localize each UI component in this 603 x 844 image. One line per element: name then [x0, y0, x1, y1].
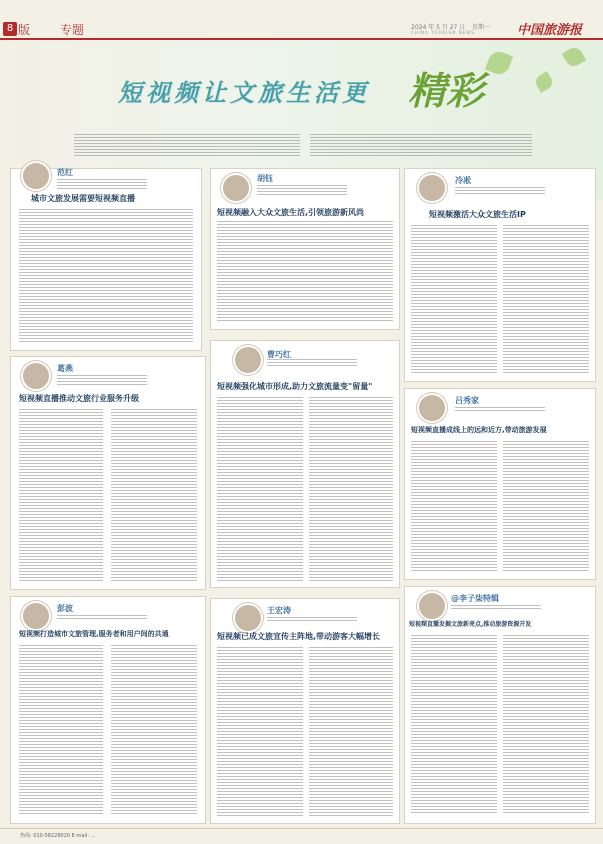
article-body: [19, 645, 103, 815]
footer-contact: 热线: 010-58228020 E-mail: ...: [20, 833, 96, 839]
issue-weekday: 星期一: [472, 24, 491, 31]
article-body: [309, 647, 393, 817]
article-body: [411, 635, 497, 815]
article-body: [217, 647, 303, 817]
author-bio: [257, 185, 347, 195]
article-card: [404, 388, 596, 580]
article-card: [210, 168, 400, 330]
author-name: 彭波: [57, 604, 73, 613]
section-topic: 专题: [60, 23, 85, 37]
lede-left: [74, 134, 300, 158]
author-photo: [417, 393, 447, 423]
article-title: 短视频直播发掘文旅新亮点,推动旅游资源开发: [409, 621, 532, 628]
leaf-decoration: [562, 45, 587, 70]
footer-rule: [0, 828, 603, 829]
author-photo: [233, 603, 263, 633]
article-card: [210, 340, 400, 588]
article-title: 城市文旅发展需要短视频直播: [31, 194, 135, 203]
article-title: 短视频打造城市文旅管理,服务者和用户间的共通: [19, 630, 169, 638]
author-bio: [455, 187, 545, 195]
author-photo: [21, 161, 51, 191]
article-body: [217, 397, 303, 581]
section-label: 版: [18, 23, 31, 37]
article-body: [217, 221, 393, 323]
author-photo: [417, 591, 447, 621]
article-title: 短视频强化城市形成,助力文旅流量变"留量": [217, 382, 373, 391]
author-photo: [417, 173, 447, 203]
english-name: CHINA TOURISM NEWS: [411, 30, 475, 35]
page-header: [0, 0, 603, 40]
article-body: [111, 409, 197, 583]
lede-right: [310, 134, 532, 158]
article-body: [19, 409, 103, 583]
author-photo: [21, 361, 51, 391]
page-headline-emphasis: 精彩: [408, 69, 485, 113]
masthead-logo: 中国旅游报: [517, 23, 583, 38]
issue-date: 2024 年 5 月 27 日: [411, 24, 466, 31]
page-headline: 短视频让文旅生活更: [118, 79, 370, 107]
article-body: [411, 225, 497, 375]
article-title: 短视频激活大众文旅生活IP: [429, 210, 526, 219]
section-number: 8: [3, 22, 17, 36]
article-card: [10, 168, 202, 351]
author-bio: [267, 617, 357, 623]
article-body: [309, 397, 393, 581]
author-bio: [57, 375, 147, 385]
leaf-decoration: [485, 49, 513, 77]
article-card: [10, 596, 206, 824]
article-card: [210, 598, 400, 824]
author-bio: [267, 359, 357, 367]
article-body: [503, 635, 589, 815]
author-name: 胡钰: [257, 174, 273, 183]
article-title: 短视频直播成线上的远和近方,带动旅游发展: [411, 426, 547, 434]
author-name: 范红: [57, 168, 73, 177]
article-card: [10, 356, 206, 590]
author-name: 王宏涛: [267, 606, 291, 615]
article-card: [404, 586, 596, 824]
author-bio: [57, 615, 147, 621]
article-body: [111, 645, 197, 815]
author-photo: [221, 173, 251, 203]
article-body: [19, 209, 193, 343]
author-bio: [455, 407, 545, 413]
article-card: [404, 168, 596, 382]
article-body: [503, 441, 589, 573]
article-body: [503, 225, 589, 375]
article-title: 短视频直播推动文旅行业服务升级: [19, 394, 139, 403]
author-photo: [233, 345, 263, 375]
leaf-decoration: [533, 71, 555, 93]
article-title: 短视频融入大众文旅生活,引领旅游新风尚: [217, 208, 365, 217]
author-bio: [57, 179, 147, 189]
author-name: @李子柒特辑: [451, 594, 499, 603]
article-body: [411, 441, 497, 573]
author-name: 曹巧红: [267, 350, 291, 359]
author-name: 冷凇: [455, 176, 471, 185]
author-bio: [451, 605, 541, 609]
author-name: 吕秀家: [455, 396, 479, 405]
author-name: 葛燕: [57, 364, 73, 373]
author-photo: [21, 601, 51, 631]
article-title: 短视频已成文旅宣传主阵地,带动游客大幅增长: [217, 632, 381, 641]
